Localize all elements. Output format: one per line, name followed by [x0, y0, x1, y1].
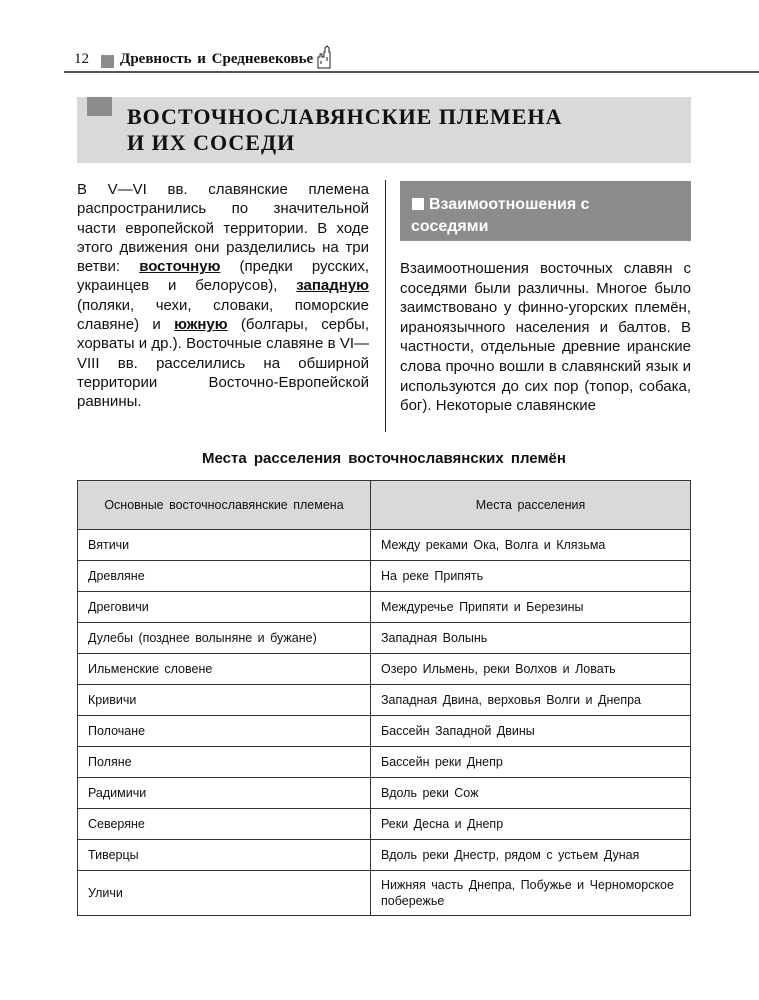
tribe-cell: Поляне	[78, 747, 371, 778]
tribe-cell: Полочане	[78, 716, 371, 747]
sidebar-header	[400, 181, 691, 241]
place-cell: Реки Десна и Днепр	[371, 809, 691, 840]
east-branch-term: восточную	[139, 258, 221, 276]
tribe-cell: Радимичи	[78, 778, 371, 809]
place-cell: Западная Двина, верховья Волги и Днепра	[371, 685, 691, 716]
section-title: Древность и Средневековье	[120, 51, 314, 67]
place-cell: Вдоль реки Днестр, рядом с устьем Дуная	[371, 840, 691, 871]
table-row	[78, 654, 691, 685]
place-cell: Вдоль реки Сож	[371, 778, 691, 809]
west-branch-term: западную	[296, 277, 369, 295]
chapter-title-marker	[87, 97, 112, 116]
table-row	[78, 840, 691, 871]
table-row	[78, 809, 691, 840]
header-square-marker	[101, 55, 114, 68]
place-cell: Западная Волынь	[371, 623, 691, 654]
running-header	[64, 44, 759, 74]
table-row	[78, 685, 691, 716]
intro-part2: (предки русских, украинцев и белорусов),	[77, 258, 369, 295]
column-divider	[385, 180, 386, 432]
chapter-title-line2: И ИХ СОСЕДИ	[127, 130, 296, 155]
table-row	[78, 623, 691, 654]
page-number: 12	[74, 51, 89, 67]
sidebar-text: Взаимоотношения восточных славян с соседями были различны. Многое было заимствовано у финно-угорских племён, ираноязычного населения и балтов. В частности, отдельные древние иранские слова прочно вошли в славянский язык и используются до сих пор (топор, собака, бог). Некоторые славянские	[400, 260, 691, 415]
tribe-cell: Древляне	[78, 561, 371, 592]
table-row	[78, 561, 691, 592]
place-cell: Бассейн Западной Двины	[371, 716, 691, 747]
place-cell: На реке Припять	[371, 561, 691, 592]
intro-part3: (поляки, чехи, словаки, поморские славяне) и	[77, 296, 369, 334]
intro-paragraph	[77, 180, 369, 412]
place-cell: Бассейн реки Днепр	[371, 747, 691, 778]
column-header-tribes: Основные восточнославянские племена	[78, 481, 371, 530]
intro-part4: (болгары, сербы, хорваты и др.). Восточные славяне в VI—VIII вв. расселились на обширной территории Восточно-Европейской равнины.	[77, 316, 370, 411]
chapter-title	[127, 104, 667, 156]
tribe-cell: Вятичи	[78, 530, 371, 561]
chapter-title-line1: ВОСТОЧНОСЛАВЯНСКИЕ ПЛЕМЕНА	[127, 104, 563, 129]
tribe-cell: Дулебы (позднее волыняне и бужане)	[78, 623, 371, 654]
tribe-cell: Северяне	[78, 809, 371, 840]
tribe-cell: Кривичи	[78, 685, 371, 716]
table-row	[78, 716, 691, 747]
chapter-title-box	[77, 97, 691, 163]
intro-part1: В V—VI вв. славянские племена распространились по значительной части европейской территории. В ходе этого движения они разделились на три ветви:	[77, 181, 369, 276]
table-row	[78, 871, 691, 916]
column-header-places: Места расселения	[371, 481, 691, 530]
table-row	[78, 592, 691, 623]
tribe-cell: Дреговичи	[78, 592, 371, 623]
place-cell: Между реками Ока, Волга и Клязьма	[371, 530, 691, 561]
south-branch-term: южную	[174, 316, 228, 334]
sidebar-title: Взаимоотношения с соседями	[411, 196, 590, 235]
tribe-cell: Ильменские словене	[78, 654, 371, 685]
place-cell: Озеро Ильмень, реки Волхов и Ловать	[371, 654, 691, 685]
table-row	[78, 530, 691, 561]
table-caption: Места расселения восточнославянских племён	[202, 450, 566, 467]
table-row	[78, 778, 691, 809]
tribe-cell: Уличи	[78, 871, 371, 916]
table-header-row	[78, 481, 691, 530]
castle-icon	[316, 45, 332, 69]
tribes-table	[77, 480, 691, 916]
table-row	[78, 747, 691, 778]
header-rule	[64, 71, 759, 73]
tribe-cell: Тиверцы	[78, 840, 371, 871]
place-cell: Нижняя часть Днепра, Побужье и Черноморское побережье	[371, 871, 691, 916]
place-cell: Междуречье Припяти и Березины	[371, 592, 691, 623]
